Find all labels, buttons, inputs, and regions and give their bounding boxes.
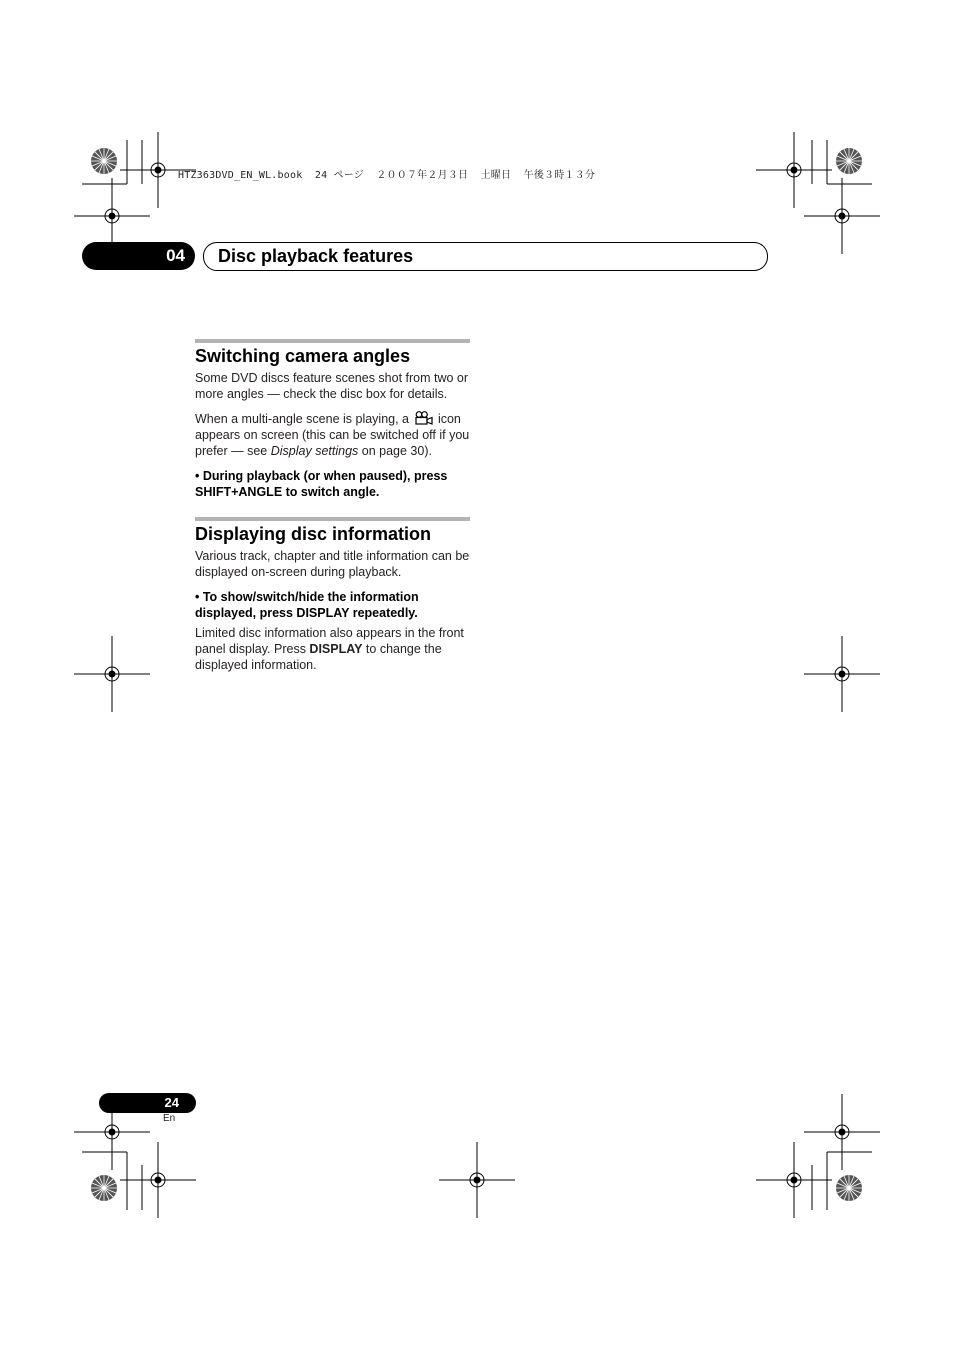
section-heading: Displaying disc information <box>195 524 432 544</box>
section-camera-angles <box>195 339 470 500</box>
section-intro: Some DVD discs feature scenes shot from two or more angles — check the disc box for details. <box>195 371 469 401</box>
cross-reference: Display settings <box>270 444 359 458</box>
camera-icon-paragraph <box>195 411 470 459</box>
paragraph-text: When a multi-angle scene is playing, a <box>195 412 413 426</box>
section-disc-information <box>195 517 470 673</box>
section-rule <box>195 517 470 521</box>
print-header: HTZ363DVD_EN_WL.book 24 ページ ２００７年２月３日 土曜日 午後３時１３分 <box>178 170 596 181</box>
chapter-title-bar <box>203 242 768 271</box>
camera-angle-icon <box>414 411 434 425</box>
page-number-badge <box>99 1093 196 1113</box>
button-name: DISPLAY <box>309 642 363 656</box>
section-rule <box>195 339 470 343</box>
instruction-step: • During playback (or when paused), press SHIFT+ANGLE to switch angle. <box>195 469 448 499</box>
paragraph-text: to change the displayed information. <box>195 642 442 672</box>
instruction-step: • To show/switch/hide the information displayed, press DISPLAY repeatedly. <box>195 590 419 620</box>
chapter-title: Disc playback features <box>218 246 414 266</box>
paragraph-text: icon appears on screen (this can be switched off if you prefer — see <box>195 412 470 458</box>
section-intro: Various track, chapter and title information can be displayed on-screen during playback. <box>195 549 470 579</box>
page-number: 24 <box>164 1095 179 1110</box>
chapter-number-badge <box>82 242 195 270</box>
instruction-detail <box>195 625 470 673</box>
paragraph-text: on page 30). <box>358 444 432 458</box>
section-heading: Switching camera angles <box>195 346 411 366</box>
chapter-number: 04 <box>166 246 185 265</box>
paragraph-text: Limited disc information also appears in the front panel display. Press <box>195 626 464 656</box>
page-language: En <box>163 1113 176 1124</box>
content-column <box>195 339 470 682</box>
